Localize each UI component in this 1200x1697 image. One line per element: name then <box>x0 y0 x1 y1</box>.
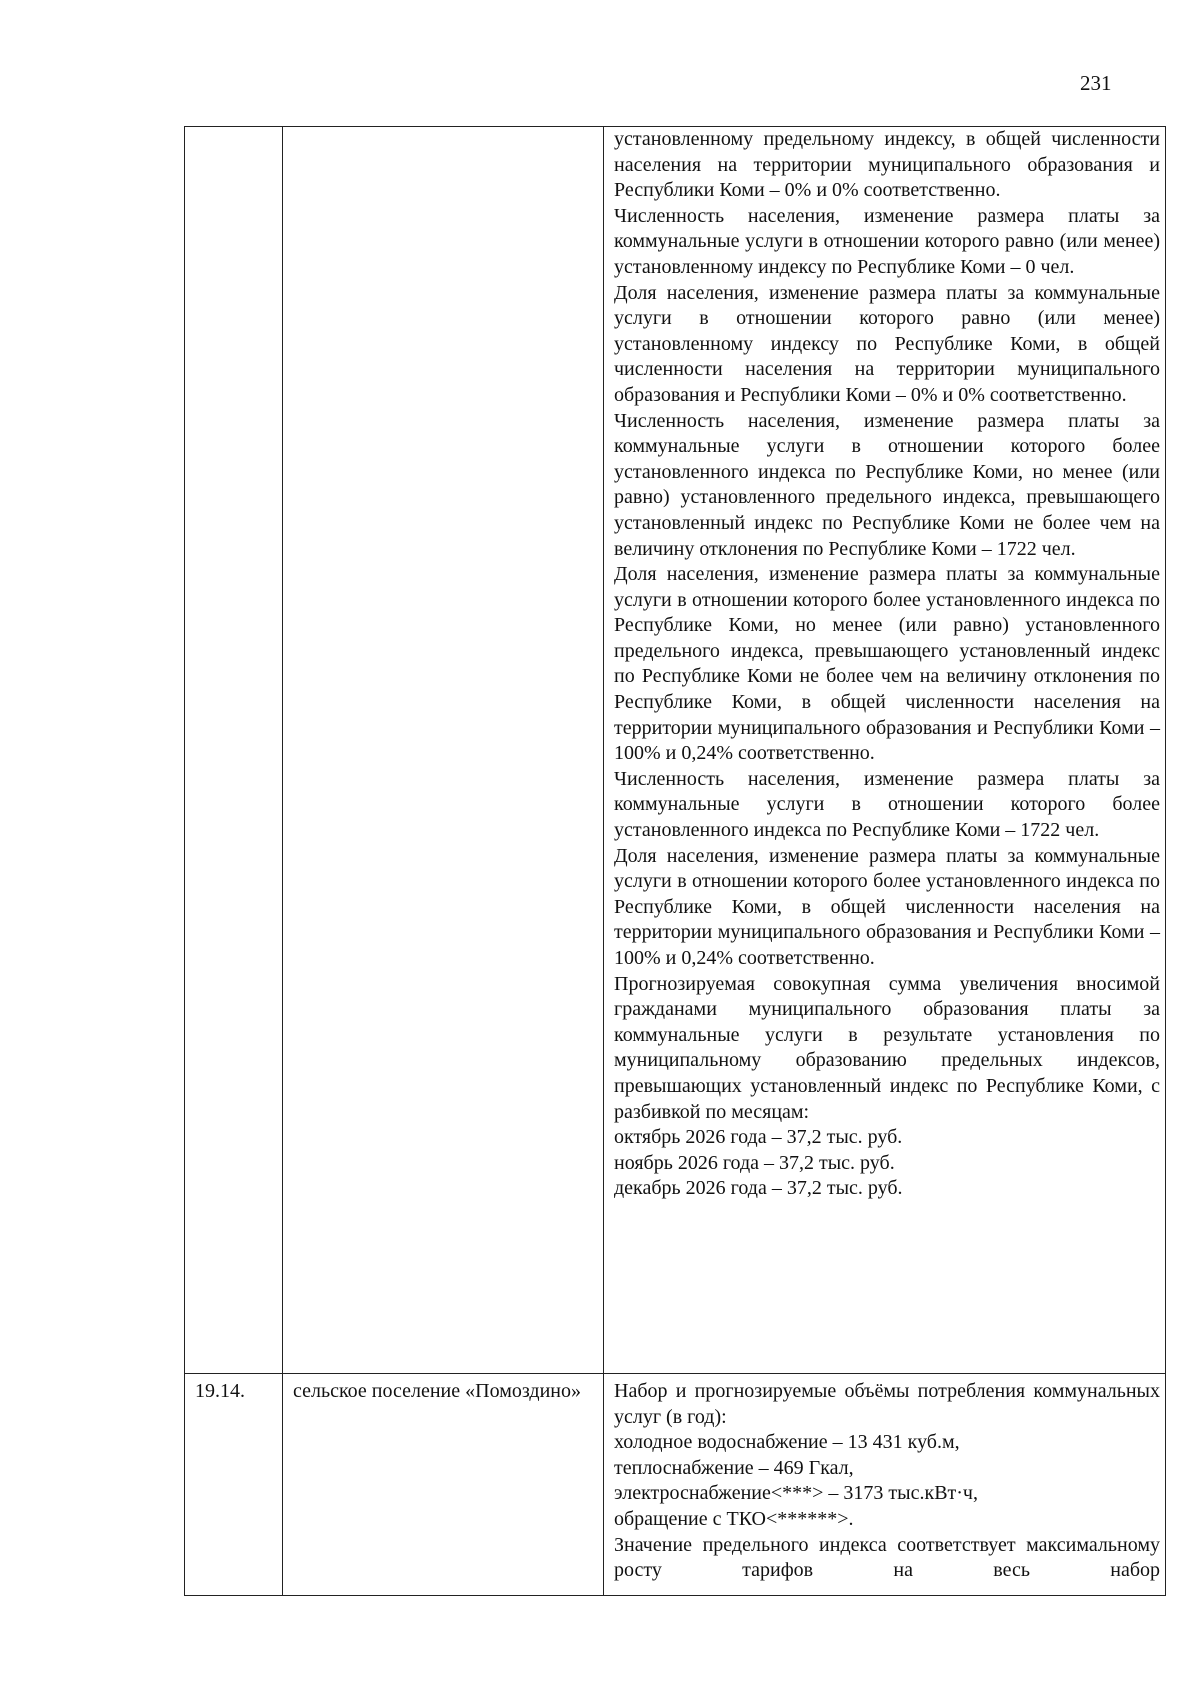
description-paragraph: Доля населения, изменение размера платы за коммунальные услуги в отношении которого более установленного индекса по Республике Коми, но менее (или равно) установленного предельного индекса, превышающего установленный индекс по Республике Коми не более чем на величину отклонения по Республике Коми, в общей численности населения на территории муниципального образования и Республики Коми – 100% и 0,24% соответственно. <box>614 563 1160 765</box>
table-row <box>185 127 1166 1374</box>
description-paragraph: Доля населения, изменение размера платы за коммунальные услуги в отношении которого равно (или менее) установленному индексу по Республике Коми, в общей численности населения на территории муниципального образования и Республики Коми – 0% и 0% соответственно. <box>614 281 1160 406</box>
row-number-cell <box>185 127 283 1374</box>
consumption-item: холодное водоснабжение – 13 431 куб.м, <box>614 1431 960 1454</box>
month-line: октябрь 2026 года – 37,2 тыс. руб. <box>614 1126 903 1149</box>
description-paragraph: Численность населения, изменение размера платы за коммунальные услуги в отношении которого равно (или менее) установленному индексу по Республике Коми – 0 чел. <box>614 204 1160 278</box>
consumption-item: электроснабжение<***> – 3173 тыс.кВт·ч, <box>614 1482 978 1505</box>
page-number: 231 <box>1080 71 1112 95</box>
description-cell <box>604 127 1166 1374</box>
description-paragraph: Численность населения, изменение размера платы за коммунальные услуги в отношении которого более установленного индекса по Республике Коми – 1722 чел. <box>614 767 1160 842</box>
municipality-name-cell <box>283 127 604 1374</box>
description-cell <box>604 1374 1166 1596</box>
municipality-name-cell: сельское поселение «Помоздино» <box>283 1374 604 1596</box>
description-paragraph: Доля населения, изменение размера платы за коммунальные услуги в отношении которого более установленного индекса по Республике Коми, в общей численности населения на территории муниципального образования и Республики Коми – 100% и 0,24% соответственно. <box>614 844 1160 969</box>
description-paragraph: Численность населения, изменение размера платы за коммунальные услуги в отношении которого более установленного индекса по Республике Коми, но менее (или равно) установленного предельного индекса, превышающего установленный индекс по Республике Коми не более чем на величину отклонения по Республике Коми – 1722 чел. <box>614 409 1160 560</box>
description-paragraph: Прогнозируемая совокупная сумма увеличения вносимой гражданами муниципального образования платы за коммунальные услуги в результате установления по муниципальному образованию предельных индексов, превышающих установленный индекс по Республике Коми, с разбивкой по месяцам: <box>614 972 1160 1123</box>
municipal-index-table <box>184 126 1166 1596</box>
consumption-item: обращение с ТКО<******>. <box>614 1507 854 1530</box>
description-paragraph: установленному предельному индексу, в общей численности населения на территории муниципального образования и Республики Коми – 0% и 0% соответственно. <box>614 128 1160 202</box>
description-paragraph: Набор и прогнозируемые объёмы потребления коммунальных услуг (в год): <box>614 1380 1160 1428</box>
month-line: ноябрь 2026 года – 37,2 тыс. руб. <box>614 1151 895 1174</box>
month-line: декабрь 2026 года – 37,2 тыс. руб. <box>614 1177 903 1200</box>
consumption-item: теплоснабжение – 469 Гкал, <box>614 1456 854 1479</box>
description-paragraph: Значение предельного индекса соответствует максимальному росту тарифов на весь набор <box>614 1533 1160 1582</box>
row-number-cell: 19.14. <box>185 1374 283 1596</box>
table-row <box>185 1374 1166 1596</box>
